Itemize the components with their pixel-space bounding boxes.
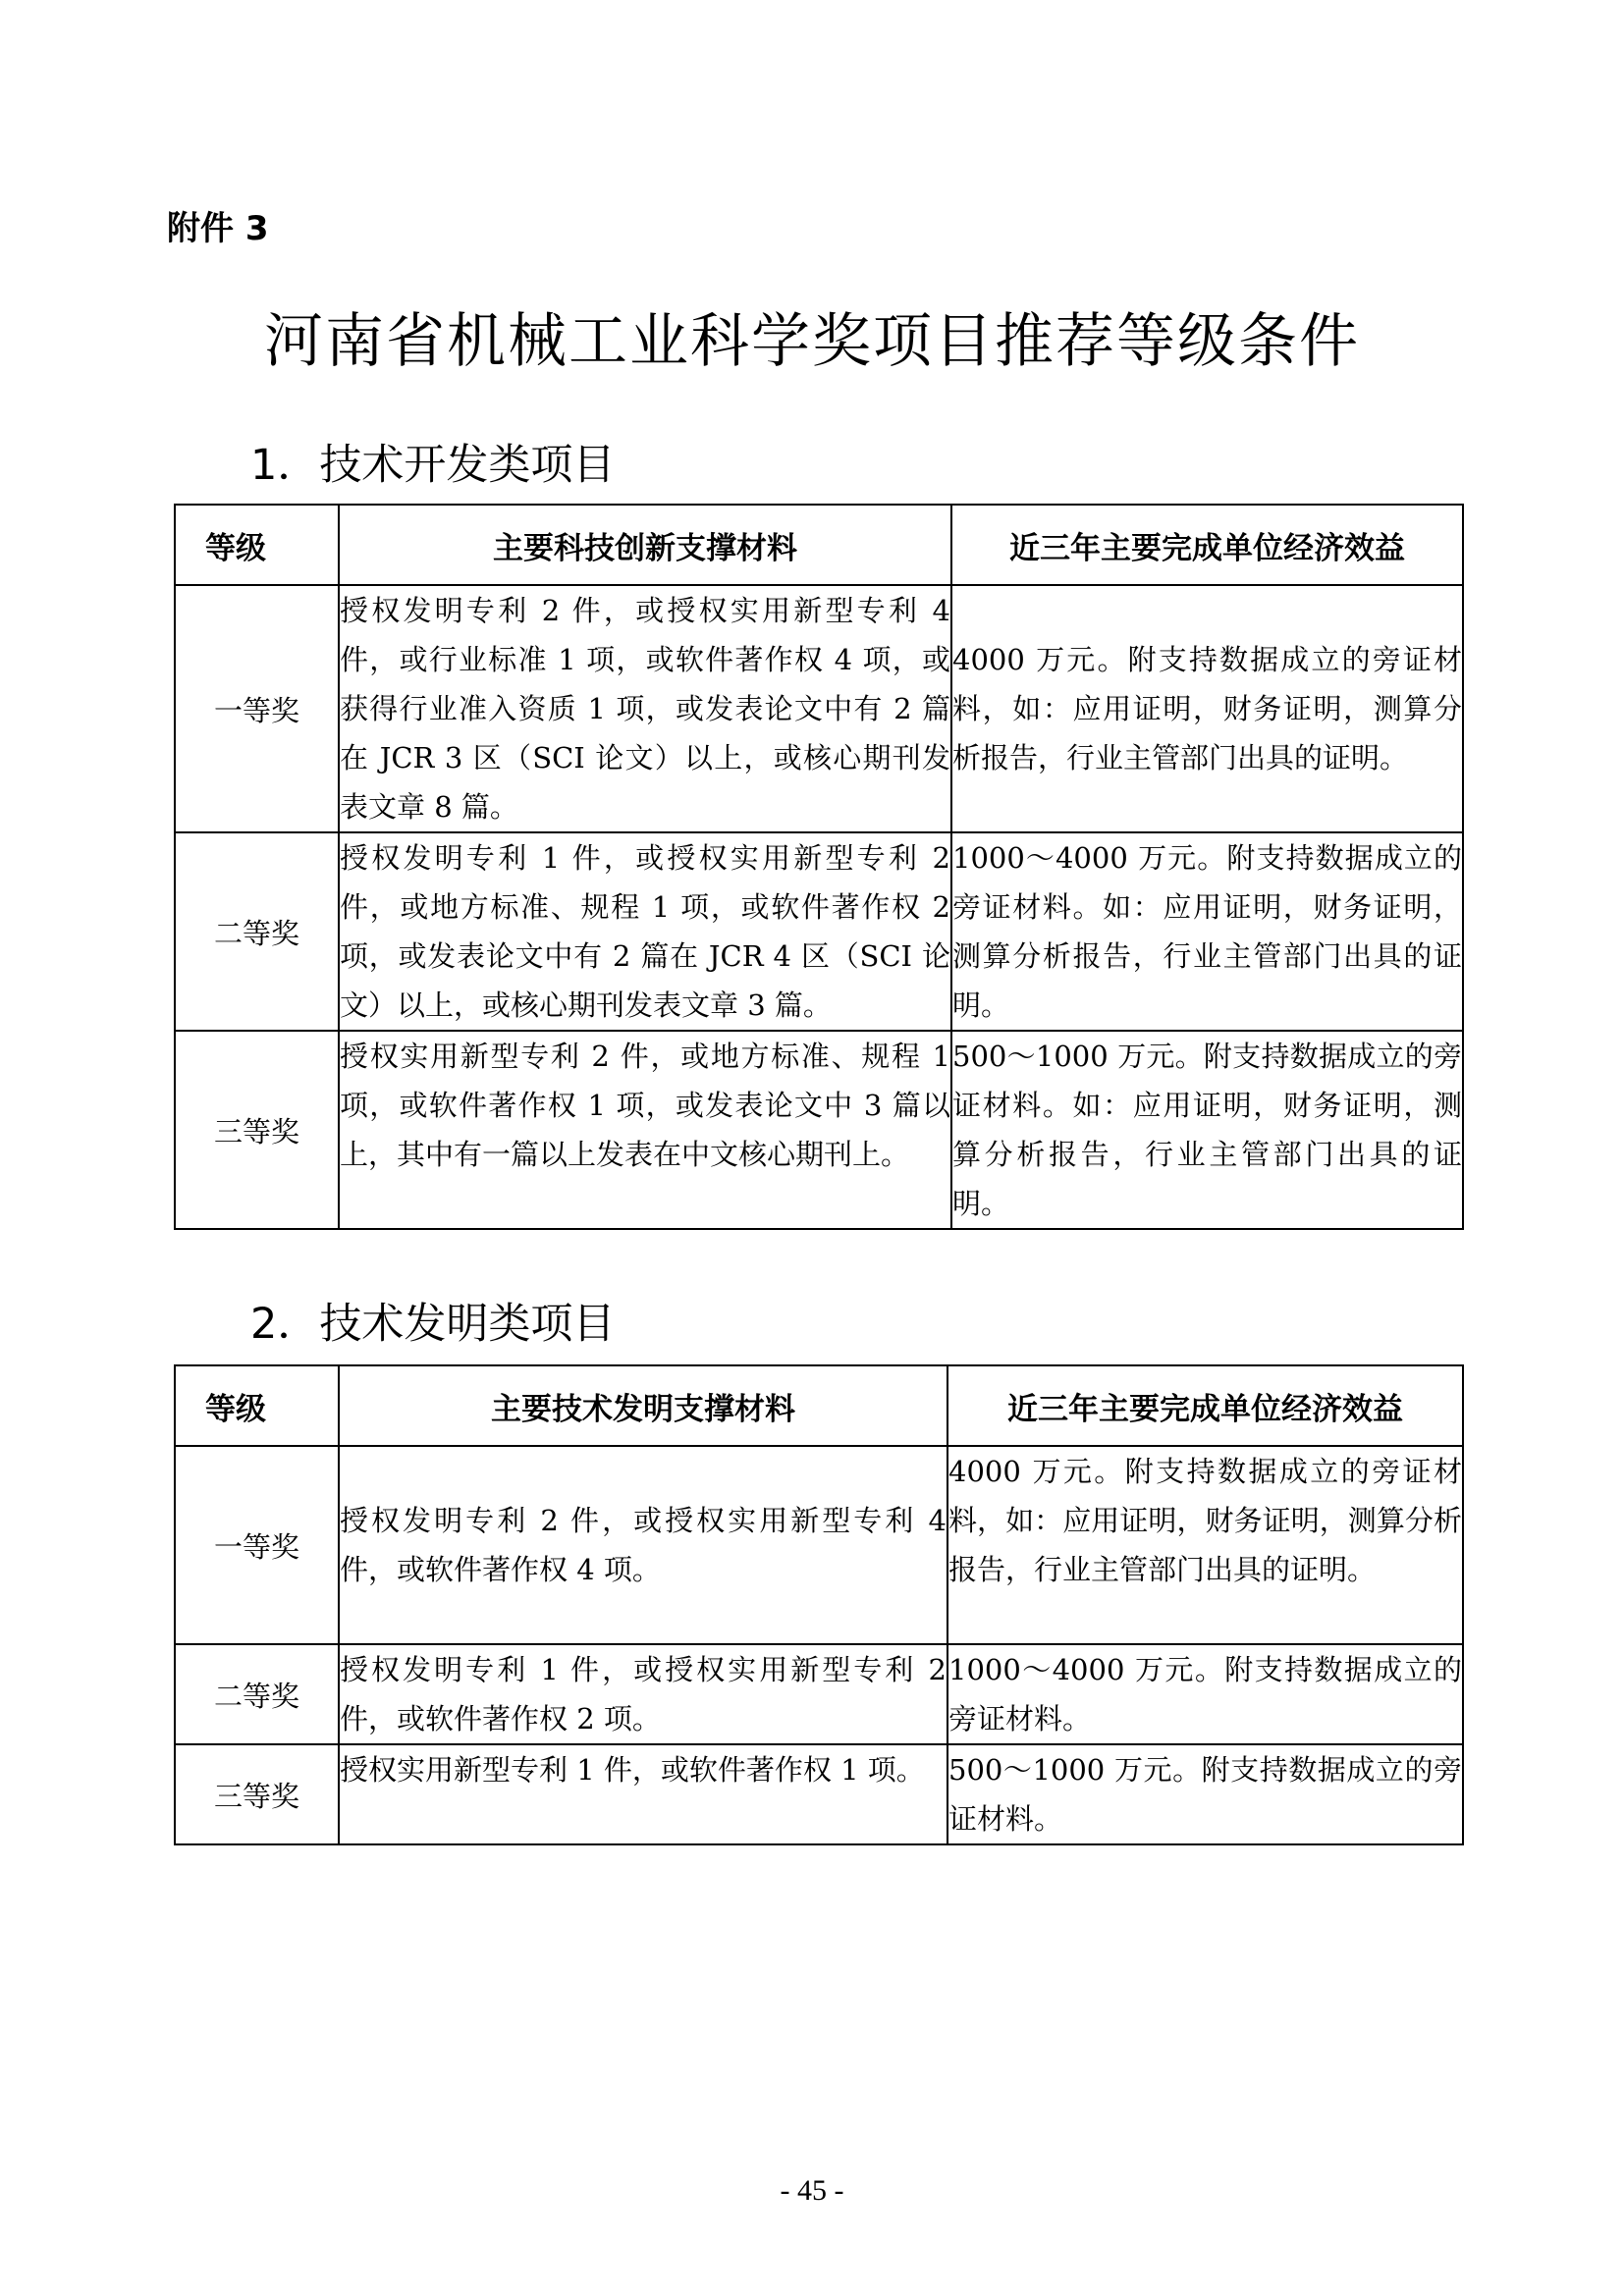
- materials-cell: 授权发明专利 1 件，或授权实用新型专利 2 件，或软件著作权 2 项。: [339, 1644, 947, 1744]
- header-level: 等级: [175, 1365, 339, 1446]
- page-number: - 45 -: [780, 2174, 844, 2207]
- header-materials: 主要技术发明支撑材料: [339, 1365, 947, 1446]
- materials-cell: 授权发明专利 2 件，或授权实用新型专利 4 件，或软件著作权 4 项。: [339, 1446, 947, 1644]
- benefit-cell: 500～1000 万元。附支持数据成立的旁证材料。: [947, 1744, 1463, 1844]
- section-heading-tech-development: 1．技术开发类项目: [250, 441, 616, 490]
- materials-cell: 授权实用新型专利 2 件，或地方标准、规程 1 项，或软件著作权 1 项，或发表论文中 3 篇以上，其中有一篇以上发表在中文核心期刊上。: [339, 1031, 951, 1229]
- level-cell: 一等奖: [175, 1446, 339, 1644]
- level-cell: 二等奖: [175, 1644, 339, 1744]
- table-row: [175, 585, 1463, 832]
- header-level: 等级: [175, 505, 339, 585]
- attachment-label: 附件 3: [167, 209, 269, 248]
- benefit-cell: 4000 万元。附支持数据成立的旁证材料，如：应用证明，财务证明，测算分析报告，行业主管部门出具的证明。: [951, 585, 1463, 832]
- table-row: [175, 1744, 1463, 1844]
- level-cell: 二等奖: [175, 832, 339, 1031]
- section-heading-tech-invention: 2．技术发明类项目: [250, 1300, 616, 1349]
- document-title: 河南省机械工业科学奖项目推荐等级条件: [264, 307, 1360, 376]
- table-row: [175, 1446, 1463, 1644]
- header-benefit: 近三年主要完成单位经济效益: [951, 505, 1463, 585]
- table-row: [175, 1031, 1463, 1229]
- header-materials: 主要科技创新支撑材料: [339, 505, 951, 585]
- materials-cell: 授权发明专利 2 件，或授权实用新型专利 4 件，或行业标准 1 项，或软件著作权 4 项，或获得行业准入资质 1 项，或发表论文中有 2 篇在 JCR 3 区（SCI 论文）以上，或核心期刊发表文章 8 篇。: [339, 585, 951, 832]
- table-header-row: [175, 505, 1463, 585]
- benefit-cell: 4000 万元。附支持数据成立的旁证材料，如：应用证明，财务证明，测算分析报告，行业主管部门出具的证明。: [947, 1446, 1463, 1644]
- materials-cell: 授权实用新型专利 1 件，或软件著作权 1 项。: [339, 1744, 947, 1844]
- table-row: [175, 1644, 1463, 1744]
- table-row: [175, 832, 1463, 1031]
- level-cell: 三等奖: [175, 1744, 339, 1844]
- level-cell: 一等奖: [175, 585, 339, 832]
- table-header-row: [175, 1365, 1463, 1446]
- tech-invention-table: [174, 1364, 1464, 1845]
- header-benefit: 近三年主要完成单位经济效益: [947, 1365, 1463, 1446]
- materials-cell: 授权发明专利 1 件，或授权实用新型专利 2 件，或地方标准、规程 1 项，或软件著作权 2 项，或发表论文中有 2 篇在 JCR 4 区（SCI 论文）以上，或核心期刊发表文章 3 篇。: [339, 832, 951, 1031]
- benefit-cell: 1000～4000 万元。附支持数据成立的旁证材料。: [947, 1644, 1463, 1744]
- level-cell: 三等奖: [175, 1031, 339, 1229]
- tech-development-table: [174, 504, 1464, 1230]
- benefit-cell: 500～1000 万元。附支持数据成立的旁证材料。如：应用证明，财务证明，测算分析报告，行业主管部门出具的证明。: [951, 1031, 1463, 1229]
- benefit-cell: 1000～4000 万元。附支持数据成立的旁证材料。如：应用证明，财务证明，测算分析报告，行业主管部门出具的证明。: [951, 832, 1463, 1031]
